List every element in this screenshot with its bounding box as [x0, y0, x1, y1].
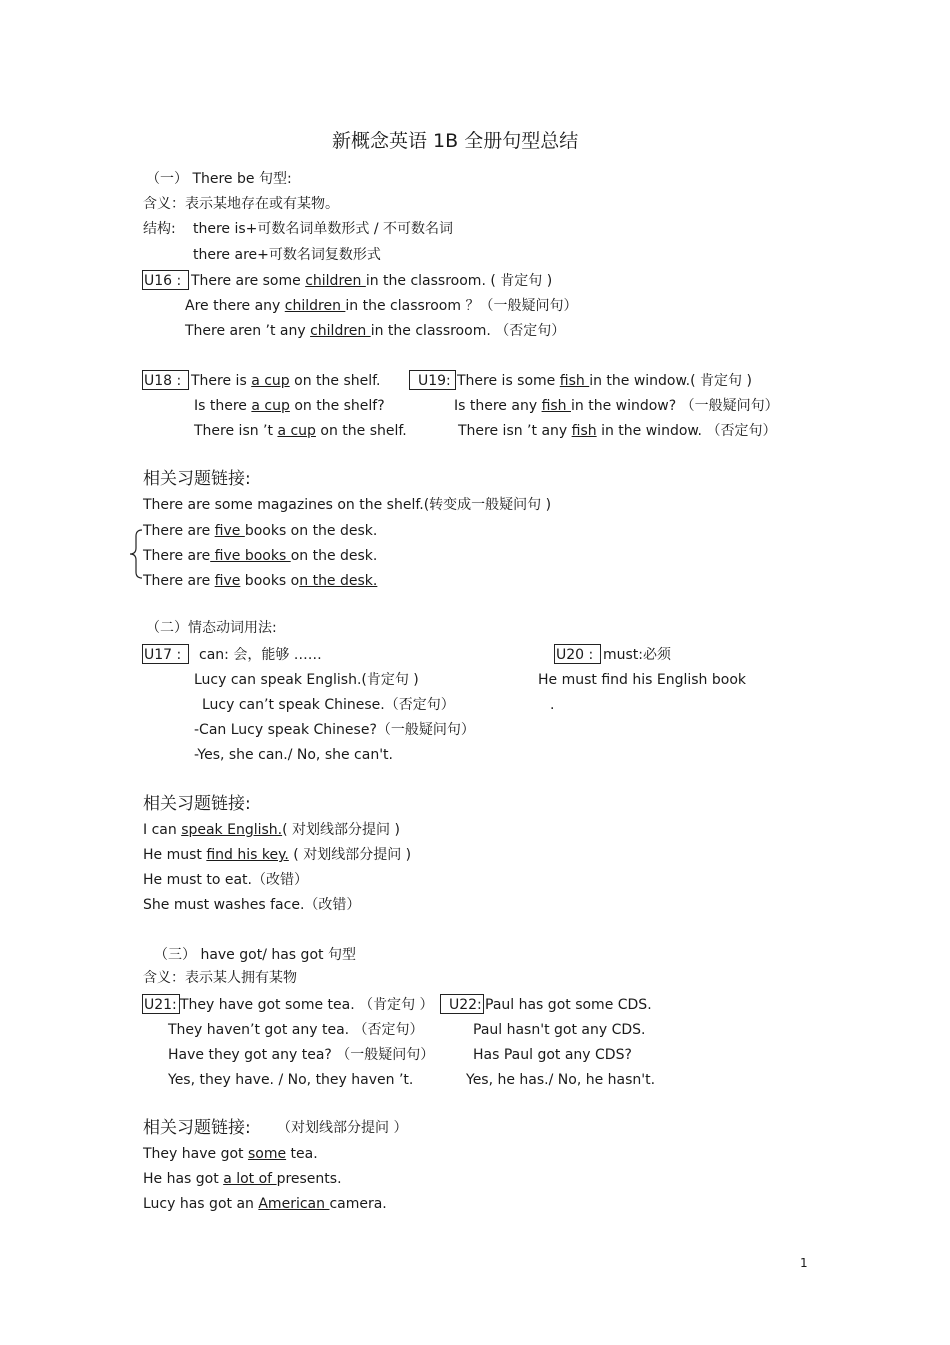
u21-line: Have they got any tea? （一般疑问句）: [168, 1047, 435, 1063]
u21-line: Yes, they have. / No, they haven ’t.: [168, 1072, 414, 1088]
u20-tag: U20 :: [556, 647, 594, 663]
section-three-heading: （三） have got/ has got 句型: [154, 947, 356, 963]
u21-line: They have got some tea. （肯定句 ）: [180, 997, 434, 1013]
u19-question: Is there any fish in the window? （一般疑问句）: [454, 398, 779, 414]
u20-line: .: [550, 697, 555, 713]
page-title: 新概念英语 1B 全册句型总结: [332, 130, 579, 152]
u17-line: -Can Lucy speak Chinese?（一般疑问句）: [194, 722, 475, 738]
exercise-question: They have got some tea.: [143, 1146, 318, 1162]
exercise-question: I can speak English.( 对划线部分提问 ): [143, 822, 400, 838]
exercise-question: There are some magazines on the shelf.(转变成一般疑问句 ): [143, 497, 552, 513]
u18-affirmative: There is a cup on the shelf.: [191, 373, 381, 389]
exercise-note: （对划线部分提问 ）: [277, 1120, 408, 1136]
exercise-question: Lucy has got an American camera.: [143, 1196, 387, 1212]
exercise-heading: 相关习题链接:: [143, 1118, 251, 1138]
exercise-question: She must washes face.（改错）: [143, 897, 361, 913]
u19-affirmative: There is some fish in the window.( 肯定句 ): [457, 373, 752, 389]
u18-question: Is there a cup on the shelf?: [194, 398, 385, 414]
section-one-meaning: 含义：表示某地存在或有某物。: [143, 196, 339, 212]
u17-line: -Yes, she can./ No, she can't.: [194, 747, 393, 763]
u22-line: Paul has got some CDS.: [485, 997, 652, 1013]
exercise-question: He must to eat.（改错）: [143, 872, 308, 888]
u16-tag: U16 :: [144, 273, 182, 289]
u18-tag: U18 :: [144, 373, 182, 389]
structure-line-2: there are+可数名词复数形式: [193, 247, 381, 263]
u21-tag: U21:: [144, 997, 177, 1013]
u19-negative: There isn ’t any fish in the window. （否定句）: [458, 423, 777, 439]
u17-line: Lucy can speak English.(肯定句 ): [194, 672, 419, 688]
u22-line: Paul hasn't got any CDS.: [473, 1022, 646, 1038]
u19-tag: U19:: [418, 373, 451, 389]
u17-tag: U17 :: [144, 647, 182, 663]
section-one-heading: （一） There be 句型:: [146, 171, 292, 187]
u21-line: They haven’t got any tea. （否定句）: [168, 1022, 424, 1038]
u17-line: Lucy can’t speak Chinese.（否定句）: [202, 697, 455, 713]
exercise-question: He has got a lot of presents.: [143, 1171, 342, 1187]
u22-line: Has Paul got any CDS?: [473, 1047, 632, 1063]
exercise-question: There are five books on the desk.: [143, 573, 378, 589]
exercise-question: There are five books on the desk.: [143, 548, 378, 564]
exercise-question: He must find his key. ( 对划线部分提问 ): [143, 847, 412, 863]
curly-brace-icon: [128, 528, 144, 580]
u22-line: Yes, he has./ No, he hasn't.: [466, 1072, 656, 1088]
u16-question: Are there any children in the classroom ？（一般疑问句）: [185, 298, 578, 314]
page-number: 1: [800, 1256, 808, 1270]
section-three-meaning: 含义：表示某人拥有某物: [143, 970, 297, 986]
u22-tag: U22:: [449, 997, 482, 1013]
structure-line-1: there is+可数名词单数形式 / 不可数名词: [193, 221, 454, 237]
u17-line: can: 会，能够 ……: [199, 647, 322, 663]
u20-line: He must find his English book: [538, 672, 746, 688]
u18-negative: There isn ’t a cup on the shelf.: [194, 423, 407, 439]
u20-line: must:必须: [603, 647, 672, 663]
u16-affirmative: There are some children in the classroom. ( 肯定句 ): [191, 273, 553, 289]
structure-label: 结构:: [143, 221, 176, 237]
section-two-heading: （二）情态动词用法:: [146, 620, 277, 636]
exercise-question: There are five books on the desk.: [143, 523, 378, 539]
exercise-heading: 相关习题链接:: [143, 469, 251, 489]
exercise-heading: 相关习题链接:: [143, 794, 251, 814]
u16-negative: There aren ’t any children in the classroom. （否定句）: [185, 323, 566, 339]
